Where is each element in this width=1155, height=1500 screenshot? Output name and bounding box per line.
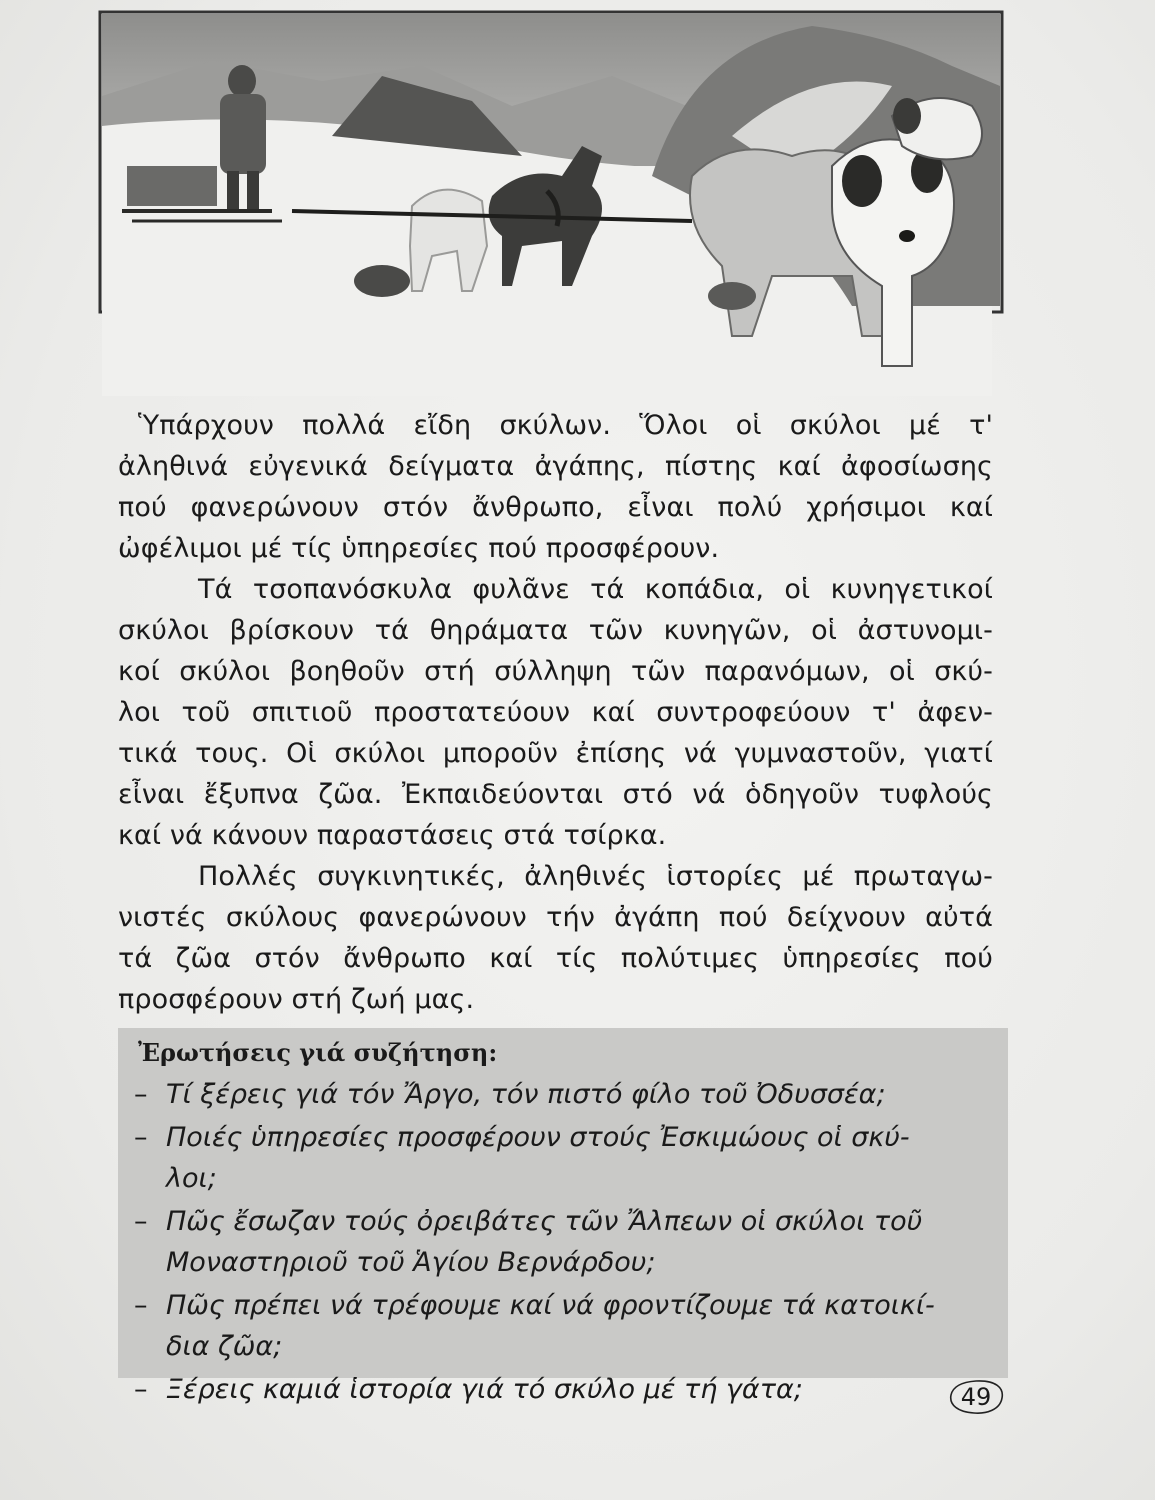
paragraph-line: τά ζῶα στόν ἄνθρωπο καί τίς πολύτιμες ὑπηρεσίες πού — [118, 943, 993, 974]
sled-dogs-illustration — [92, 6, 1012, 396]
question-line: Ξέρεις καμιά ἱστορία γιά τό σκύλο μέ τή γάτα; — [166, 1374, 803, 1405]
question-line: λοι; — [166, 1163, 217, 1194]
question-item — [126, 1285, 992, 1367]
paragraph-line: εἶναι ἔξυπνα ζῶα. Ἐκπαιδεύονται στό νά ὁδηγοῦν τυφλούς — [118, 779, 993, 810]
paragraph-line: ἀληθινά εὐγενικά δείγματα ἀγάπης, πίστης καί ἀφοσίωσης — [118, 451, 993, 482]
question-item — [126, 1074, 992, 1115]
small-dog-shadow-2 — [708, 282, 756, 310]
paragraph-line: πού φανερώνουν στόν ἄνθρωπο, εἶναι πολύ χρήσιμοι καί — [118, 492, 993, 523]
paragraph-line: νιστές σκύλους φανερώνουν τήν ἀγάπη πού δείχνουν αὐτά — [118, 902, 993, 933]
question-line: Μοναστηριοῦ τοῦ Ἁγίου Βερνάρδου; — [166, 1247, 656, 1278]
question-line: δια ζῶα; — [166, 1331, 283, 1362]
page-number-text: 49 — [960, 1383, 992, 1411]
dash-bullet: – — [134, 1206, 148, 1237]
paragraph-line: κοί σκύλοι βοηθοῦν στή σύλληψη τῶν παρανόμων, οἱ σκύ- — [118, 656, 993, 687]
paragraph-line: καί νά κάνουν παραστάσεις στά τσίρκα. — [118, 820, 667, 851]
paragraph-line: Τά τσοπανόσκυλα φυλᾶνε τά κοπάδια, οἱ κυνηγετικοί — [198, 574, 993, 605]
paragraph-2 — [118, 569, 993, 856]
illustration-svg — [92, 6, 1012, 396]
dash-bullet: – — [134, 1122, 148, 1153]
paragraph-line: σκύλοι βρίσκουν τά θηράματα τῶν κυνηγῶν, οἱ ἀστυνομι- — [118, 615, 993, 646]
dash-bullet: – — [134, 1374, 148, 1405]
paragraph-line: λοι τοῦ σπιτιοῦ προστατεύουν καί συντροφεύουν τ' ἀφεν- — [118, 697, 993, 728]
dash-bullet: – — [134, 1079, 148, 1110]
body-text — [118, 405, 993, 1020]
questions-title: Ἐρωτήσεις γιά συζήτηση: — [138, 1038, 498, 1067]
page-number — [946, 1378, 1006, 1416]
questions-list — [126, 1074, 992, 1410]
paragraph-line: προσφέρουν στή ζωή μας. — [118, 984, 475, 1015]
question-line: Ποιές ὑπηρεσίες προσφέρουν στούς Ἐσκιμώους οἱ σκύ- — [166, 1122, 910, 1153]
small-dog-shadow — [354, 265, 410, 297]
paragraph-line: Πολλές συγκινητικές, ἀληθινές ἱστορίες μέ πρωταγω- — [198, 861, 993, 892]
question-line: Πῶς πρέπει νά τρέφουμε καί νά φροντίζουμε τά κατοικί- — [166, 1290, 935, 1321]
question-line: Πῶς ἔσωζαν τούς ὀρειβάτες τῶν Ἄλπεων οἱ σκύλοι τοῦ — [166, 1206, 923, 1237]
question-item — [126, 1369, 992, 1410]
paragraph-line: Ὑπάρχουν πολλά εἴδη σκύλων. Ὅλοι οἱ σκύλοι μέ τ' — [138, 410, 993, 441]
question-item — [126, 1117, 992, 1199]
paragraph-line: ὠφέλιμοι μέ τίς ὑπηρεσίες πού προσφέρουν. — [118, 533, 720, 564]
question-item — [126, 1201, 992, 1283]
question-line: Τί ξέρεις γιά τόν Ἄργο, τόν πιστό φίλο τοῦ Ὀδυσσέα; — [166, 1079, 886, 1110]
paragraph-line: τικά τους. Οἱ σκύλοι μποροῦν ἐπίσης νά γυμναστοῦν, γιατί — [118, 738, 993, 769]
dash-bullet: – — [134, 1290, 148, 1321]
paragraph-3 — [118, 856, 993, 1020]
paragraph-1 — [118, 405, 993, 569]
